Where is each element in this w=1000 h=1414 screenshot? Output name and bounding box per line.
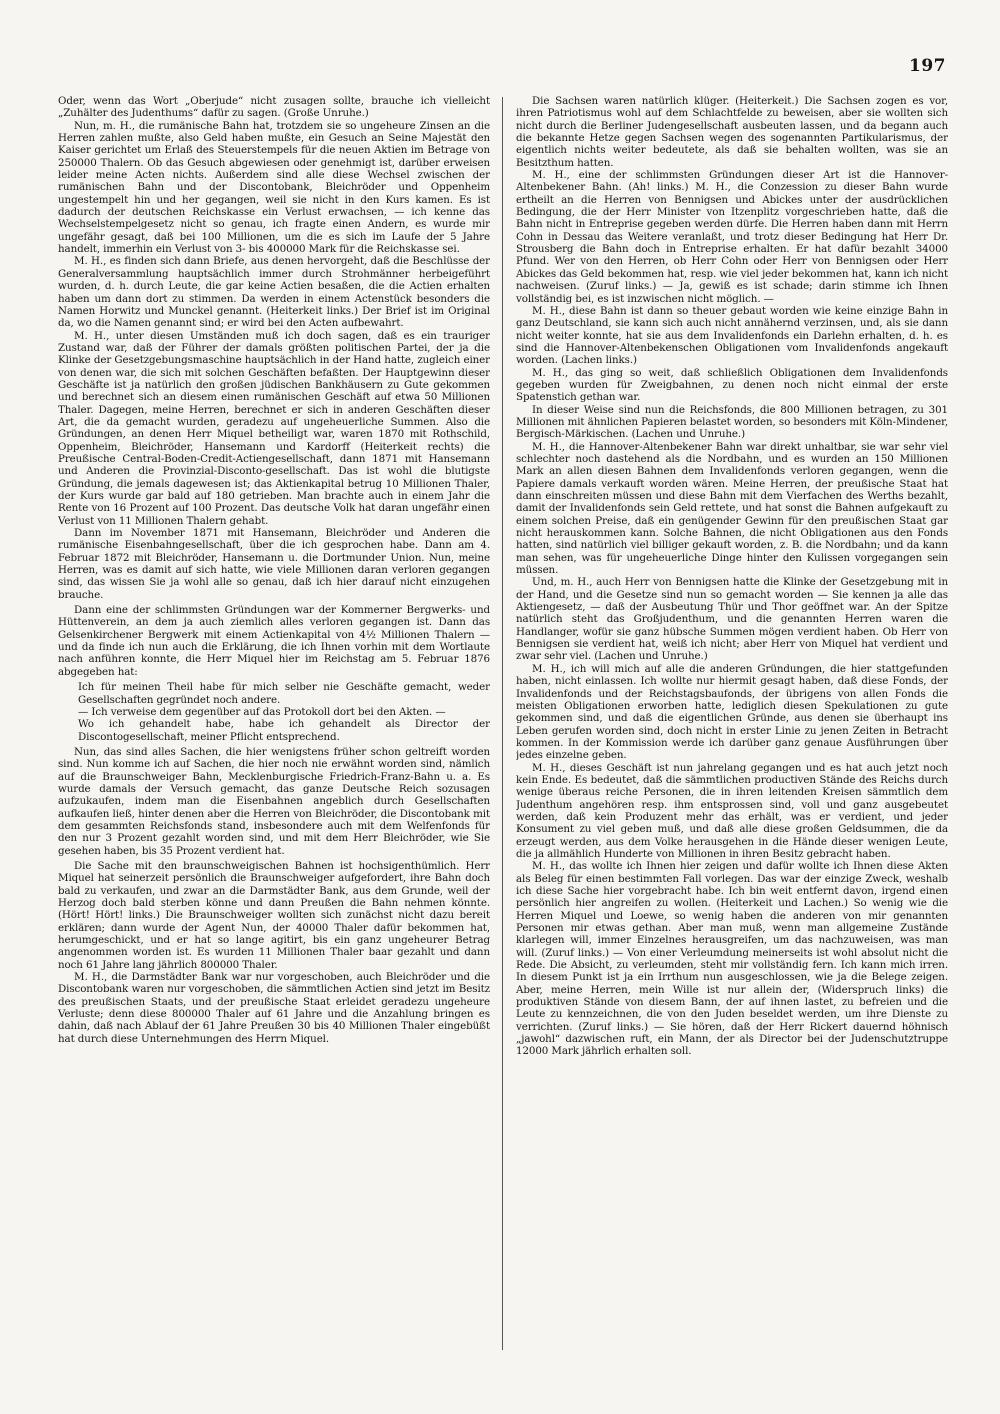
paragraph: M. H., dieses Geschäft ist nun jahrelang gegangen und es hat auch jetzt noch kein Ende. Es bedeutet, daß die sämmtlichen productiven Stände des Reichs durch wenige überaus reiche Personen, die in ihren leitenden Kreisen sämmtlich dem Judenthum angehören resp. ihm entsprossen sind, voll und ganz ausgebeutet werden, daß kein Produzent mehr das erhält, was er verdient, und jeder Konsument zu viel geben muß, und daß alle diese großen Geldsummen, die da erzeugt werden, aus dem Volke herausgehen in die Hände dieser wenigen Leute, die ja allmählich Hunderte von Millionen in ihren Besitz gebracht haben. [516, 761, 948, 860]
paragraph: M. H., unter diesen Umständen muß ich doch sagen, daß es ein trauriger Zustand war, daß der Führer der damals größten politischen Partei, der ja die Klinke der Gesetzgebungsmaschine hauptsächlich in der Hand hatte, zugleich einer von denen war, die sich mit solchen Geschäften befaßten. Der Hauptgewinn dieser Geschäfte ist ja natürlich den großen jüdischen Bankhäusern zu Gute gekommen und berechnet sich an diesem einen rumänischen Geschäft auf etwa 50 Millionen Thaler. Dagegen, meine Herren, berechnet er sich in anderen Geschäften dieser Art, die da gemacht wurden, geradezu auf ungeheuerliche Summen. Also die Gründungen, an denen Herr Miquel betheiligt war, waren 1870 mit Rothschild, Oppenheim, Bleichröder, Hansemann und Kardorff (Heiterkeit rechts) die Preußische Central-Boden-Credit-Actiengesellschaft, dann 1871 mit Hansemann und Anderen die Provinzial-Disconto-gesellschaft. Das ist wohl die blutigste Gründung, die jemals dagewesen ist; das Aktienkapital betrug 10 Millionen Thaler, der Kurs wurde gar bald auf 180 getrieben. Man brachte auch in einem Jahr die Rente von 16 Prozent auf 100 Prozent. Das deutsche Volk hat daran ungefähr einen Verlust von 11 Millionen Thalern gehabt. [58, 329, 490, 527]
paragraph: M. H., eine der schlimmsten Gründungen dieser Art ist die Hannover-Altenbekener Bahn. (Ah! links.) M. H., die Conzession zu dieser Bahn wurde ertheilt an die Herren von Bennigsen und Abickes unter der ausdrücklichen Bedingung, die der Herr Minister von Itzenplitz vorgeschrieben hatte, daß die Bahn nicht in Entreprise gegeben werden dürfe. Die Herren haben dann mit Herrn Cohn in Dessau das Weitere veranlaßt, und trotz dieser Bedingung hat Herr Dr. Strousberg die Bahn doch in Entreprise erhalten. Er hat dafür bezahlt 34000 Pfund. Wer von den Herren, ob Herr Cohn oder Herr von Bennigsen oder Herr Abickes das Geld bekommen hat, resp. wie viel jeder bekommen hat, kann ich nicht nachweisen. (Zuruf links.) — Ja, gewiß es ist schade; darin stimme ich Ihnen vollständig bei, es ist inzwischen nicht möglich. — [516, 169, 948, 305]
paragraph: M. H., die Hannover-Altenbekener Bahn war direkt unhaltbar, sie war sehr viel schlechter noch dastehend als die Nordbahn, und es wurden an 150 Millionen Mark an allen diesen Bahnen dem Invalidenfonds verloren gegangen, wenn die Papiere damals verkauft worden wären. Meine Herren, der preußische Staat hat dann einschreiten müssen und diese Bahn mit dem Vierfachen des Werths bezahlt, damit der Invalidenfonds sein Geld rettete, und hat sonst die Bahnen aufgekauft zu einem solchen Preise, daß ein genügender Gewinn für den preußischen Staat gar nicht herauskommen kann. Solche Bahnen, die nicht Obligationen aus den Fonds hatten, sind natürlich viel billiger gekauft worden, z. B. die Nordbahn; und da kann man sehen, was für ungeheuerliche Dinge hinter den Kulissen vorgegangen sein müssen. [516, 440, 948, 577]
text-columns [58, 95, 948, 1355]
paragraph: M. H., das wollte ich Ihnen hier zeigen und dafür wollte ich Ihnen diese Akten als Beleg für einen bestimmten Fall vorlegen. Das war der einzige Zweck, weshalb ich diese Sache hier vorgebracht habe. Ich bin weit entfernt davon, irgend einen persönlich hier angreifen zu wollen. (Heiterkeit und Lachen.) So wenig wie die Herren Miquel und Loewe, so wenig haben die anderen von mir genannten Personen mir etwas gethan. Aber man muß, wenn man allgemeine Zustände klarlegen will, immer Einzelnes herausgreifen, um das nachzuweisen, was man will. (Zuruf links.) — Von einer Verleumdung meinerseits ist wohl absolut nicht die Rede. Die Absicht, zu verleumden, steht mir vollständig fern. Ich kann mich irren. In diesem Punkt ist ja ein Irrthum nun ausgeschlossen, wie ja die Belege zeigen. Aber, meine Herren, mein Wille ist nur allein der, (Widerspruch links) die produktiven Stände von diesem Bann, der auf ihnen lastet, zu befreien und die Leute zu kennzeichnen, die von den Juden beseldet werden, um ihre Dienste zu verrichten. (Zuruf links.) — Sie hören, daß der Herr Rickert dauernd höhnisch „jawohl“ dazwischen ruft, ein Mann, der als Director bei der Judenschutztruppe 12000 Mark jährlich erhalten soll. [516, 860, 948, 1058]
paragraph: M. H., diese Bahn ist dann so theuer gebaut worden wie keine einzige Bahn in ganz Deutschland, sie kann sich auch nicht annähernd verzinsen, und, als sie dann nicht weiter konnte, hat sie aus dem Invalidenfonds ein Darlehn erhalten, d. h. es sind die Hannover-Altenbekenschen Obligationen vom Invalidenfonds angekauft worden. (Lachen links.) [516, 304, 948, 367]
paragraph: M. H., es finden sich dann Briefe, aus denen hervorgeht, daß die Beschlüsse der Generalversammlung hauptsächlich immer durch Strohmänner herbeigeführt wurden, d. h. durch Leute, die gar keine Actien besaßen, die die Actien erhalten haben um dann dort zu stimmen. Da werden in einem Actenstück besonders die Namen Horwitz und Munckel genannt. (Heiterkeit links.) Der Brief ist im Original da, wo die Namen genannt sind; er wird bei den Acten aufbewahrt. [58, 255, 490, 330]
paragraph: Oder, wenn das Wort „Oberjude“ nicht zusagen sollte, brauche ich vielleicht „Zuhälter des Judenthums“ dafür zu sagen. (Große Unruhe.) [58, 95, 490, 120]
page-number: 197 [909, 56, 946, 76]
left-column [58, 95, 490, 1355]
paragraph: M. H., ich will mich auf alle die anderen Gründungen, die hier stattgefunden haben, nicht einlassen. Ich wollte nur hiermit gesagt haben, daß diese Fonds, der Invalidenfonds und der Reichstagsbaufonds, der übrigens von allen Fonds die meisten Obligationen erworben hatte, lediglich diesen Spekulationen zu gute gekommen sind, und daß die eigentlichen Gründe, aus denen sie überhaupt ins Leben gerufen worden sind, doch nicht in erster Linie zu jenen Zeiten in Betracht kommen. In der Kommission werde ich darüber ganz genaue Ausführungen über jedes einzelne geben. [516, 662, 948, 762]
paragraph: M. H., das ging so weit, daß schließlich Obligationen dem Invalidenfonds gegeben wurden für Zweigbahnen, zu denen noch nicht einmal der erste Spatenstich gethan war. [516, 366, 948, 404]
paragraph: Nun, das sind alles Sachen, die hier wenigstens früher schon geltreift worden sind. Nun komme ich auf Sachen, die hier noch nie erwähnt worden sind, nämlich auf die Braunschweiger Bahn, Mecklenburgische Friedrich-Franz-Bahn u. a. Es wurde damals der Versuch gemacht, das ganze Deutsche Reich sozusagen aufzukaufen, indem man die Eisenbahnen angeblich durch Gesellschaften aufkaufen ließ, hinter denen aber die Herren von Bleichröder, die Discontobank mit dem gesammten Reichsfonds stand, insbesondere auch mit dem Welfenfonds für den nur 3 Prozent gezahlt worden sind, und mit dem Herr Bleichröder, wie Sie gesehen haben, bis 35 Prozent verdient hat. [58, 745, 490, 857]
paragraph: M. H., die Darmstädter Bank war nur vorgeschoben, auch Bleichröder und die Discontobank waren nur vorgeschoben, die sämmtlichen Actien sind jetzt im Besitz des preußischen Staats, und der preußische Staat erleidet geradezu ungeheure Verluste; denn diese 800000 Thaler auf 61 Jahre und die Anzahlung bringen es dahin, daß nach Ablauf der 61 Jahre Preußen 30 bis 40 Millionen Thaler eingebüßt hat durch diese Unternehmungen des Herrn Miquel. [58, 971, 490, 1045]
paragraph: — Ich verweise dem gegenüber auf das Protokoll dort bei den Akten. — [78, 705, 446, 718]
paragraph: Dann im November 1871 mit Hansemann, Bleichröder und Anderen die rumänische Eisenbahngesellschaft, über die ich gesprochen habe. Dann am 4. Februar 1872 mit Bleichröder, Hansemann u. die Dortmunder Union. Nun, meine Herren, was es damit auf sich hatte, wie viele Millionen daran verloren gegangen sind, das wissen Sie ja wohl alle so genau, daß ich hier darauf nicht einzugehen brauche. [58, 527, 490, 601]
paragraph: In dieser Weise sind nun die Reichsfonds, die 800 Millionen betragen, zu 301 Millionen mit ähnlichen Papieren belastet worden, so besonders mit Köln-Mindener, Bergisch-Märkischen. (Lachen und Unruhe.) [516, 403, 948, 441]
paragraph: Die Sachsen waren natürlich klüger. (Heiterkeit.) Die Sachsen zogen es vor, ihren Patriotismus wohl auf dem Schlachtfelde zu beweisen, aber sie wollten sich nicht durch die Berliner Judengesellschaft ausbeuten lassen, und da begann auch die bekannte Hetze gegen Sachsen wegen des sogenannten Partikularismus, der eigentlich nichts weiter bedeutete, als daß sie behalten wollten, was sie an Besitzthum hatten. [516, 95, 948, 169]
paragraph: Dann eine der schlimmsten Gründungen war der Kommerner Bergwerks- und Hüttenverein, an dem ja auch ziemlich alles verloren gegangen ist. Dann das Gelsenkirchener Bergwerk mit einem Actienkapital von 4½ Millionen Thalern — und da finde ich nun auch die Erklärung, die ich Ihnen vorhin mit dem Wortlaute nach anführen konnte, die Herr Miquel hier im Reichstag am 5. Februar 1876 abgegeben hat: [58, 604, 490, 678]
paragraph: Ich für meinen Theil habe für mich selber nie Geschäfte gemacht, weder Gesellschaften gegründet noch andere. [78, 681, 490, 706]
paragraph: Nun, m. H., die rumänische Bahn hat, trotzdem sie so ungeheure Zinsen an die Herren zahlen mußte, also Geld haben mußte, ein Gesuch an Seine Majestät den Kaiser gerichtet um Erlaß des Steuerstempels für die neuen Aktien im Betrage von 250000 Thalern. Ob das Gesuch abgewiesen oder genehmigt ist, darüber erweisen leider meine Acten nichts. Außerdem sind alle diese Wechsel zwischen der rumänischen Bahn und der Discontobank, Bleichröder und Oppenheim ungestempelt hin und her gegangen, weil sie nicht in den Kurs kamen. Es ist dadurch der deutschen Reichskasse ein Verlust erwachsen, — ich kenne das Wechselstempelgesetz nicht so genau, ich fragte einen Andern, es wurde mir ungefähr gesagt, daß bei 100 Millionen, um die es sich im Laufe der 5 Jahre handelt, immerhin ein Verlust von 3- bis 400000 Mark für die Reichskasse sei. [58, 119, 490, 256]
right-column [516, 95, 948, 1355]
paragraph: Wo ich gehandelt habe, habe ich gehandelt als Director der Discontogesellschaft, meiner Pflicht entsprechend. [78, 718, 490, 743]
paragraph: Und, m. H., auch Herr von Bennigsen hatte die Klinke der Gesetzgebung mit in der Hand, und die Gesetze sind nun so gemacht worden — Sie kennen ja alle das Aktiengesetz, — daß der Ausbeutung Thür und Thor geöffnet war. An der Spitze natürlich steht das Großjudenthum, und die genannten Herren waren die Handlanger, wofür sie ganz hübsche Summen mögen verdient haben. Ob Herr von Bennigsen sie verdient hat, weiß ich nicht; aber Herr von Miquel hat verdient und zwar sehr viel. (Lachen und Unruhe.) [516, 576, 948, 663]
paragraph: Die Sache mit den braunschweigischen Bahnen ist hochsigenthümlich. Herr Miquel hat seinerzeit persönlich die Braunschweiger aufgefordert, ihre Bahn doch bald zu verkaufen, und zwar an die Darmstädter Bank, aus dem Grunde, weil der Herzog doch bald sterben könne und dann Preußen die Bahn nehmen könnte. (Hört! Hört! links.) Die Braunschweiger wollten sich zunächst nicht dazu bereit erklären; dann wurde der Agent Nun, der 40000 Thaler dafür bekommen hat, herumgeschickt, und er hat so lange agitirt, bis ein ganz ungeheurer Betrag angenommen worden ist. Es wurden 11 Millionen Thaler baar gezahlt und dann noch 61 Jahre lang jährlich 800000 Thaler. [58, 859, 490, 971]
